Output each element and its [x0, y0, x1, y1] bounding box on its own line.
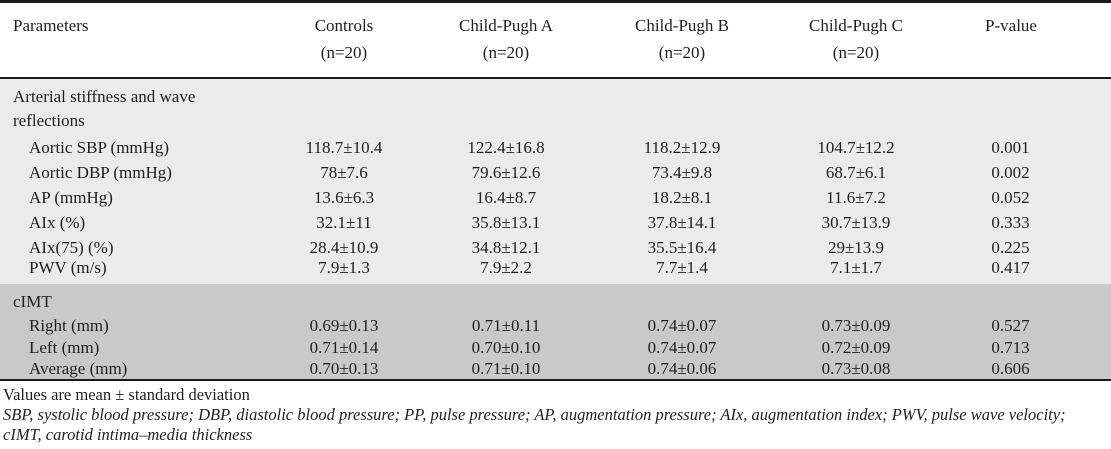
value-cell: 7.7±1.4: [592, 258, 772, 284]
value-cell: 0.71±0.11: [420, 314, 592, 336]
param-cell: AP (mmHg): [0, 183, 268, 208]
value-cell: 13.6±6.3: [268, 183, 420, 208]
col-header-child-pugh-b: [592, 3, 772, 78]
table-footnotes: [0, 381, 1111, 449]
table-row: [0, 133, 1111, 158]
value-cell: 79.6±12.6: [420, 158, 592, 183]
value-cell: 0.74±0.07: [592, 314, 772, 336]
value-cell: 30.7±13.9: [772, 208, 940, 233]
value-cell: 0.74±0.06: [592, 358, 772, 380]
footnote-values-note: Values are mean ± standard deviation: [3, 385, 250, 404]
pvalue-cell: 0.052: [940, 183, 1111, 208]
value-cell: 0.71±0.14: [268, 336, 420, 358]
section-header-row: [0, 78, 1111, 133]
value-cell: 104.7±12.2: [772, 133, 940, 158]
value-cell: 18.2±8.1: [592, 183, 772, 208]
table-row: [0, 358, 1111, 380]
col-header-child-pugh-c: [772, 3, 940, 78]
value-cell: 37.8±14.1: [592, 208, 772, 233]
col-header-child-pugh-a: [420, 3, 592, 78]
table-row: [0, 183, 1111, 208]
pvalue-cell: 0.001: [940, 133, 1111, 158]
col-sublabel: (n=20): [320, 43, 368, 62]
value-cell: 29±13.9: [772, 233, 940, 258]
col-label: Child-Pugh B: [635, 16, 729, 35]
table-row: [0, 158, 1111, 183]
value-cell: 34.8±12.1: [420, 233, 592, 258]
table-row: [0, 233, 1111, 258]
col-label: P-value: [985, 16, 1037, 35]
pvalue-cell: 0.713: [940, 336, 1111, 358]
col-header-p-value: [940, 3, 1111, 78]
value-cell: 11.6±7.2: [772, 183, 940, 208]
col-label: Child-Pugh A: [459, 16, 553, 35]
param-cell: Aortic SBP (mmHg): [0, 133, 268, 158]
table-row: [0, 208, 1111, 233]
value-cell: 35.8±13.1: [420, 208, 592, 233]
pvalue-cell: 0.417: [940, 258, 1111, 284]
value-cell: 0.73±0.08: [772, 358, 940, 380]
value-cell: 0.74±0.07: [592, 336, 772, 358]
value-cell: 0.71±0.10: [420, 358, 592, 380]
value-cell: 0.73±0.09: [772, 314, 940, 336]
pvalue-cell: 0.606: [940, 358, 1111, 380]
table-row: [0, 258, 1111, 284]
pvalue-cell: 0.333: [940, 208, 1111, 233]
value-cell: 0.70±0.10: [420, 336, 592, 358]
col-header-controls: [268, 3, 420, 78]
section-title: cIMT: [0, 284, 268, 314]
param-cell: AIx (%): [0, 208, 268, 233]
param-cell: Average (mm): [0, 358, 268, 380]
value-cell: 118.7±10.4: [268, 133, 420, 158]
value-cell: 68.7±6.1: [772, 158, 940, 183]
value-cell: 0.70±0.13: [268, 358, 420, 380]
col-sublabel: (n=20): [658, 43, 706, 62]
footnote-cimt-definition: cIMT, carotid intima–media thickness: [3, 425, 253, 444]
results-table: [0, 3, 1111, 381]
value-cell: 78±7.6: [268, 158, 420, 183]
value-cell: 118.2±12.9: [592, 133, 772, 158]
pvalue-cell: 0.002: [940, 158, 1111, 183]
table-row: [0, 314, 1111, 336]
value-cell: 0.69±0.13: [268, 314, 420, 336]
value-cell: 7.1±1.7: [772, 258, 940, 284]
value-cell: 0.72±0.09: [772, 336, 940, 358]
value-cell: 32.1±11: [268, 208, 420, 233]
section-header-row: [0, 284, 1111, 314]
col-header-parameters: [0, 3, 268, 78]
param-cell: Right (mm): [0, 314, 268, 336]
value-cell: 7.9±2.2: [420, 258, 592, 284]
col-label: Child-Pugh C: [809, 16, 903, 35]
value-cell: 35.5±16.4: [592, 233, 772, 258]
value-cell: 28.4±10.9: [268, 233, 420, 258]
param-cell: PWV (m/s): [0, 258, 268, 284]
param-cell: AIx(75) (%): [0, 233, 268, 258]
section-arterial-stiffness: [0, 78, 1111, 284]
section-cimt: [0, 284, 1111, 380]
col-label: Parameters: [13, 16, 89, 35]
header-row: [0, 3, 1111, 78]
section-header-filler: [268, 78, 1111, 133]
value-cell: 122.4±16.8: [420, 133, 592, 158]
value-cell: 16.4±8.7: [420, 183, 592, 208]
col-sublabel: (n=20): [832, 43, 880, 62]
param-cell: Aortic DBP (mmHg): [0, 158, 268, 183]
section-title: Arterial stiffness and wave reflections: [0, 78, 268, 133]
section-header-filler: [268, 284, 1111, 314]
pvalue-cell: 0.225: [940, 233, 1111, 258]
col-label: Controls: [314, 16, 374, 35]
table-header: [0, 3, 1111, 78]
col-sublabel: (n=20): [482, 43, 530, 62]
param-cell: Left (mm): [0, 336, 268, 358]
value-cell: 73.4±9.8: [592, 158, 772, 183]
footnote-abbreviations: SBP, systolic blood pressure; DBP, diastolic blood pressure; PP, pulse pressure; AP, augmentation pressure; AIx, augmentation index; PWV, pulse wave velocity;: [3, 405, 1066, 424]
value-cell: 7.9±1.3: [268, 258, 420, 284]
pvalue-cell: 0.527: [940, 314, 1111, 336]
table-row: [0, 336, 1111, 358]
